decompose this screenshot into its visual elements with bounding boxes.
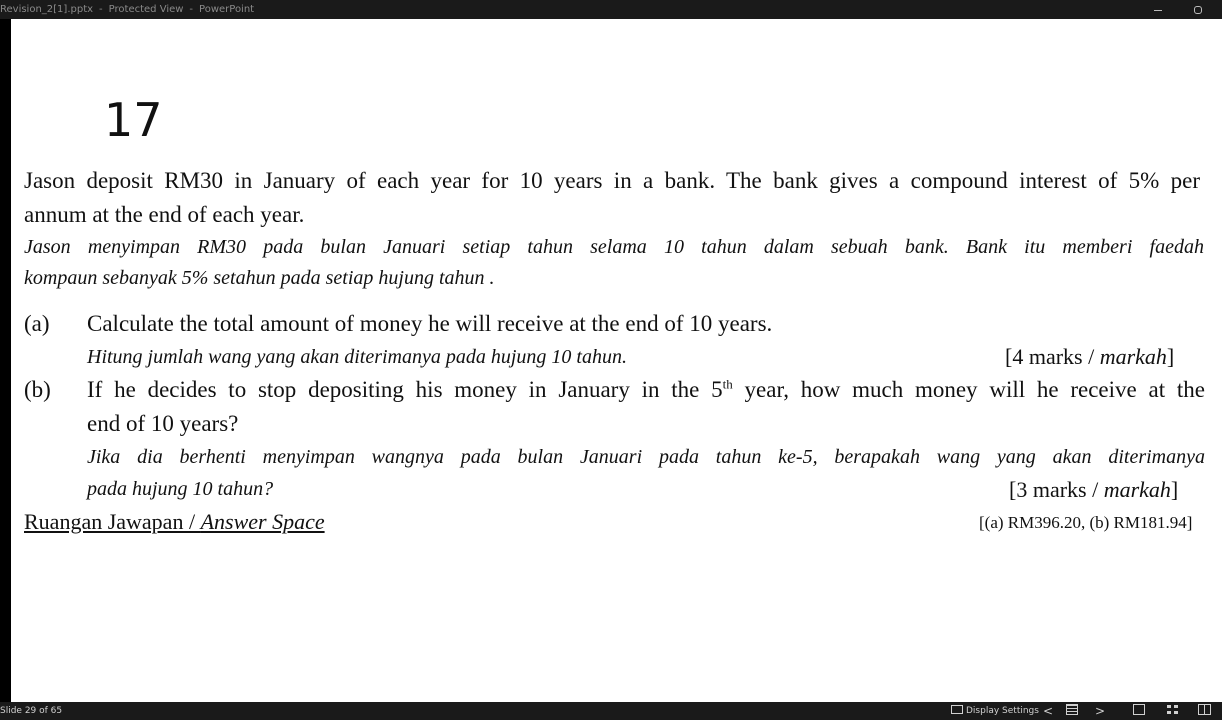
minimize-icon — [1154, 10, 1162, 11]
part-a-question-en: Calculate the total amount of money he will receive at the end of 10 years. — [87, 311, 773, 336]
next-slide-button[interactable]: > — [1095, 704, 1106, 718]
slide-number: 17 — [104, 93, 163, 147]
restore-icon — [1194, 6, 1202, 14]
part-b-en-text-a: If he decides to stop depositing his money in January in the 5 — [87, 377, 723, 402]
part-b-superscript: th — [722, 376, 733, 392]
slide-counter: Slide 29 of 65 — [0, 706, 63, 716]
question-en-line-1: Jason deposit RM30 in January of each year for 10 years in a bank. The bank gives a compound interest of 5% per — [24, 168, 1200, 193]
answer-values: [(a) RM396.20, (b) RM181.94] — [979, 513, 1193, 532]
part-b-label: (b) — [24, 377, 51, 402]
previous-slide-button[interactable]: < — [1043, 704, 1054, 718]
window-title — [0, 0, 254, 19]
display-settings-button[interactable] — [951, 702, 1039, 720]
answer-space-english: Answer Space — [200, 509, 325, 534]
part-a-label: (a) — [24, 311, 50, 336]
restore-button[interactable] — [1180, 0, 1216, 19]
question-my-line-1: Jason menyimpan RM30 pada bulan Januari setiap tahun selama 10 tahun dalam sebuah bank. Bank itu memberi faedah — [24, 236, 1204, 258]
part-b-question-en-line-2: end of 10 years? — [87, 411, 239, 436]
slide-menu-icon — [1066, 704, 1078, 715]
slide-sorter-icon — [1167, 705, 1178, 714]
part-b-marks-prefix: [3 marks / — [1009, 477, 1104, 502]
part-a-marks-prefix: [4 marks / — [1005, 344, 1100, 369]
minimize-button[interactable] — [1140, 0, 1176, 19]
question-my-line-2: kompaun sebanyak 5% setahun pada setiap hujung tahun . — [24, 267, 495, 289]
part-b-marks-italic: markah — [1103, 477, 1171, 502]
slide-sorter-button[interactable] — [1167, 702, 1178, 720]
part-a-marks-italic: markah — [1099, 344, 1167, 369]
display-settings-label: Display Settings — [966, 706, 1039, 716]
part-b-question-my-line-2: pada hujung 10 tahun? — [87, 478, 274, 500]
part-a-marks — [1005, 344, 1174, 370]
title-bar — [0, 0, 1222, 19]
reading-view-icon — [1198, 704, 1211, 715]
answer-space-heading — [24, 509, 325, 535]
part-a-question-my: Hitung jumlah wang yang akan diterimanya pada hujung 10 tahun. — [87, 346, 627, 368]
part-b-question-my-line-1: Jika dia berhenti menyimpan wangnya pada bulan Januari pada tahun ke-5, berapakah wang yang akan diterimanya — [87, 446, 1205, 468]
app-name: PowerPoint — [199, 4, 255, 15]
status-bar — [0, 702, 1222, 720]
part-b-en-text-b: year, how much money will he receive at the — [732, 377, 1205, 402]
part-b-marks — [1009, 477, 1178, 503]
slide-menu-button[interactable] — [1066, 702, 1078, 720]
monitor-icon — [951, 705, 963, 714]
part-a-marks-suffix: ] — [1166, 344, 1175, 369]
title-separator-2: - — [189, 4, 194, 15]
question-en-line-2: annum at the end of each year. — [24, 202, 305, 227]
slide-canvas — [11, 19, 1222, 702]
reading-view-button[interactable] — [1198, 702, 1211, 720]
part-b-question-en-line-1 — [87, 377, 1205, 403]
normal-view-icon — [1133, 704, 1145, 715]
title-separator: - — [99, 4, 103, 15]
file-name: Revision_2[1].pptx — [0, 4, 94, 15]
view-mode: Protected View — [108, 4, 184, 15]
part-b-marks-suffix: ] — [1170, 477, 1179, 502]
normal-view-button[interactable] — [1133, 702, 1145, 720]
answer-space-malay: Ruangan Jawapan / — [24, 509, 201, 534]
